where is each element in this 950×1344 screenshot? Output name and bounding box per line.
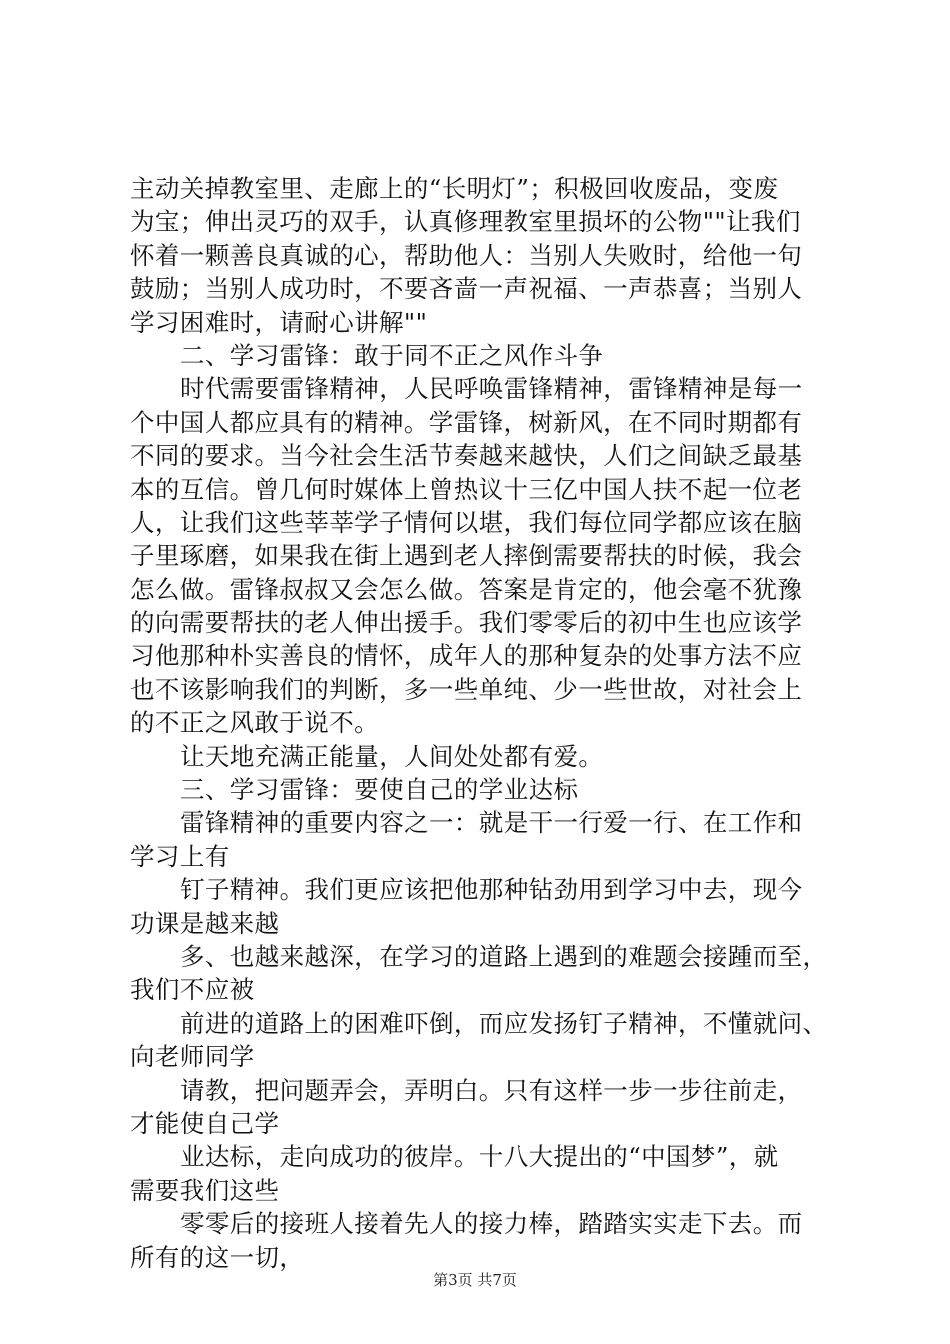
text-line: 子里琢磨，如果我在街上遇到老人摔倒需要帮扶的时候，我会 bbox=[130, 541, 803, 571]
page-footer: 第3页 共7页 bbox=[433, 1271, 517, 1289]
body-text bbox=[130, 172, 830, 1274]
text-line: 向老师同学 bbox=[130, 1042, 255, 1072]
text-line: 零零后的接班人接着先人的接力棒，踏踏实实走下去。而 bbox=[180, 1209, 803, 1239]
text-line: 个中国人都应具有的精神。学雷锋，树新风，在不同时期都有 bbox=[130, 407, 803, 437]
text-line: 不同的要求。当今社会生活节奏越来越快，人们之间缺乏最基 bbox=[130, 441, 803, 471]
text-line: 所有的这一切， bbox=[130, 1242, 305, 1272]
text-line: 也不该影响我们的判断，多一些单纯、少一些世故，对社会上 bbox=[130, 674, 803, 704]
text-line: 雷锋精神的重要内容之一：就是干一行爱一行、在工作和 bbox=[180, 808, 803, 838]
text-line: 时代需要雷锋精神，人民呼唤雷锋精神，雷锋精神是每一 bbox=[180, 374, 803, 404]
text-line: 学习上有 bbox=[130, 841, 230, 871]
text-line: 钉子精神。我们更应该把他那种钻劲用到学习中去，现今 bbox=[180, 875, 803, 905]
text-line: 前进的道路上的困难吓倒，而应发扬钉子精神，不懂就问、 bbox=[180, 1008, 828, 1038]
text-line: 本的互信。曾几何时媒体上曾热议十三亿中国人扶不起一位老 bbox=[130, 474, 803, 504]
text-line: 让天地充满正能量，人间处处都有爱。 bbox=[180, 741, 604, 771]
text-line: 需要我们这些 bbox=[130, 1175, 280, 1205]
text-line: 请教，把问题弄会，弄明白。只有这样一步一步往前走， bbox=[180, 1075, 803, 1105]
text-line: 人，让我们这些莘莘学子情何以堪，我们每位同学都应该在脑 bbox=[130, 507, 803, 537]
text-line: 才能使自己学 bbox=[130, 1108, 280, 1138]
text-line: 主动关掉教室里、走廊上的“长明灯”；积极回收废品，变废 bbox=[130, 174, 779, 203]
text-line: 习他那种朴实善良的情怀，成年人的那种复杂的处事方法不应 bbox=[130, 641, 803, 671]
text-line: 鼓励；当别人成功时，不要吝啬一声祝福、一声恭喜；当别人 bbox=[130, 274, 803, 304]
text-line: 二、学习雷锋：敢于同不正之风作斗争 bbox=[180, 340, 604, 370]
text-line: 业达标，走向成功的彼岸。十八大提出的“中国梦”，就 bbox=[180, 1142, 779, 1172]
text-line: 三、学习雷锋：要使自己的学业达标 bbox=[180, 775, 579, 805]
text-line: 多、也越来越深，在学习的道路上遇到的难题会接踵而至， bbox=[180, 941, 828, 971]
text-line: 功课是越来越 bbox=[130, 908, 280, 938]
text-line: 的不正之风敢于说不。 bbox=[130, 708, 379, 738]
text-line: 我们不应被 bbox=[130, 975, 255, 1005]
text-line: 为宝；伸出灵巧的双手，认真修理教室里损坏的公物""让我们 bbox=[130, 207, 801, 237]
text-line: 学习困难时，请耐心讲解"" bbox=[130, 307, 428, 337]
text-line: 的向需要帮扶的老人伸出援手。我们零零后的初中生也应该学 bbox=[130, 608, 803, 638]
text-line: 怎么做。雷锋叔叔又会怎么做。答案是肯定的，他会毫不犹豫 bbox=[130, 574, 803, 604]
text-line: 怀着一颗善良真诚的心，帮助他人：当别人失败时，给他一句 bbox=[130, 240, 803, 270]
